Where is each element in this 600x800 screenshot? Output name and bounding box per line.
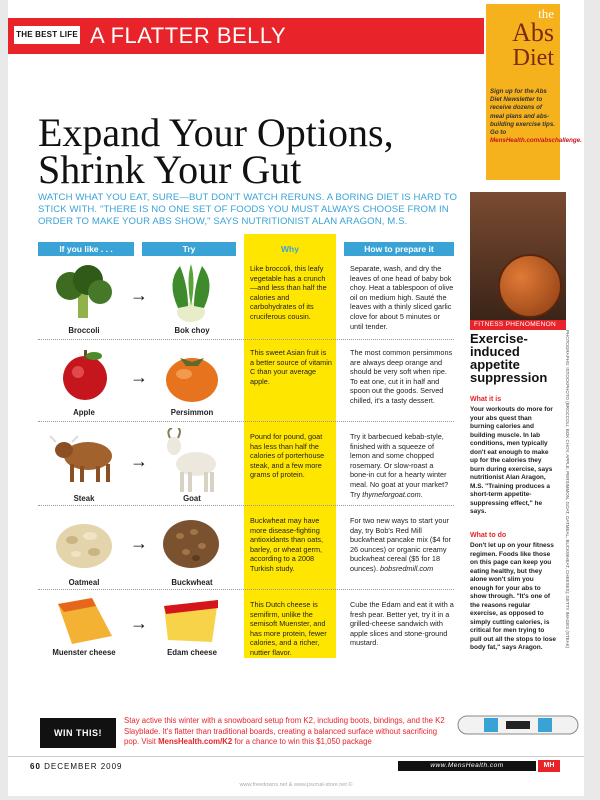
food-label-try: Goat [183,494,201,503]
footer-url[interactable]: www.MensHealth.com [398,761,536,771]
persimmon-image [162,348,222,404]
photo-credits: PHOTOGRAPHS: ISTOCKPHOTO (BROCCOLI, BOK CHOY, APPLE, PERSIMMON, GOAT, OATMEAL, BUCKWHEAT, CHEESES); GETTY IMAGES (STEAK) [565,330,570,649]
why-text: Buckwheat may have more disease-fighting antioxidants than oats, barley, or wheat germ, according to a 2008 Turkish study. [250,516,324,573]
newsletter-signup: Sign up for the Abs Diet Newsletter to receive dozens of meal plans and abs-building exercise tips. Go to MensHealth.com/abschallenge. [486,84,560,180]
deck-text: WATCH WHAT YOU EAT, SURE—BUT DON'T WATCH RERUNS. A BORING DIET IS HARD TO STICK WITH. "THERE IS NO ONE SET OF FOODS YOU MUST ALWAYS CHOOSE FROM IN ORDER TO MAKE YOUR ABS SHOW," SAYS NUTRITIONIST ALAN ARAGON, M.S. [38,192,458,227]
food-label-like: Apple [73,408,95,417]
section-title: A FLATTER BELLY [90,23,287,48]
edam-cheese-image [160,596,222,648]
what-it-is-label: What it is [470,396,502,403]
win-this-box: WIN THIS! [40,718,116,748]
food-label-try: Bok choy [174,326,210,335]
footer-divider [8,756,584,757]
why-text: Pound for pound, goat has less than half the calories of porterhouse steak, and a few more grams of protein. [250,432,325,480]
column-header-like: If you like . . . [38,242,134,256]
goat-image [158,428,224,494]
thymeforgoat-link[interactable]: thymeforgoat.com. [362,489,423,499]
what-to-do-label: What to do [470,532,507,539]
column-header-how: How to prepare it [344,242,454,256]
column-header-why: Why [244,242,336,256]
food-label-like: Oatmeal [68,578,100,587]
page-folio: 60 DECEMBER 2009 [30,762,123,771]
sidebar [470,192,566,752]
headline: Expand Your Options, Shrink Your Gut [38,110,394,192]
arrow-right-icon: → [130,367,148,387]
how-text: The most common persimmons are always deep orange and should be very soft when ripe. To eat one, cut it in half and spoon out the goods. Served chilled, it's a tasty dessert. [350,348,453,405]
arrow-right-icon: → [130,533,148,553]
basketball-icon [498,254,562,318]
athlete-photo [470,192,566,320]
k2-link[interactable]: MensHealth.com/K2 [158,737,233,746]
mh-logo: MH [538,760,560,772]
apple-image [56,346,114,402]
column-header-try: Try [142,242,236,256]
food-label-like: Steak [73,494,95,503]
steer-image [48,430,120,486]
food-label-like: Broccoli [68,326,100,335]
magazine-page [8,0,584,796]
how-text: Cube the Edam and eat it with a fresh pear. Better yet, try it in a grilled-cheese sandwich with apple slices and stone-ground mustard. [350,600,454,648]
why-text: Like broccoli, this leafy vegetable has a crunch—and less than half the calories and carbohydrates of its cruciferous cousin. [250,264,327,321]
broccoli-image [48,264,118,320]
food-label-try: Buckwheat [171,578,213,587]
how-text: For two new ways to start your day, try Bob's Red Mill buckwheat pancake mix ($4 for 26 ounces) or organic creamy buckwheat cereal ($5 for 18 ounces). bobsredmill.com [350,516,451,573]
signup-link[interactable]: MensHealth.com/abschallenge. [490,137,582,145]
bok-choy-image [158,262,224,324]
sidebar-title: Exercise-induced appetite suppression [470,331,548,385]
watermark: www.freedowns.net & www.journal-store.net © [239,782,353,788]
what-to-do-text: Don't let up on your fitness regimen. Foods like those on this page can keep you eating healthy, but they alone won't slim you enough for your abs to show through. "It's one of the reasons regular exercise, as opposed to simply cutting calories, is critical for men trying to pull out all the stops to lose body fat," says Aragon. [470,542,556,651]
oatmeal-image [52,512,116,572]
abs-diet-logo: the Abs Diet [486,4,560,84]
why-text: This Dutch cheese is semifirm, unlike the semisoft Muenster, and has more protein, fewer calories, and a richer, nuttier flavor. [250,600,327,657]
food-label-try: Persimmon [170,408,214,417]
sidebar-kicker: FITNESS PHENOMENON [470,320,566,330]
promo-text: Stay active this winter with a snowboard setup from K2, including boots, bindings, and the K2 Slayblade. It's flatter than traditional boards, creating a balanced surface without sacrificing pop. Visit MensHealth.com/K2 for a chance to win this $1,050 package [124,716,445,746]
section-badge: THE BEST LIFE [14,26,80,44]
arrow-right-icon: → [130,451,148,471]
arrow-right-icon: → [130,613,148,633]
bobsredmill-link[interactable]: bobsredmill.com [380,563,434,573]
what-it-is-text: Your workouts do more for your abs quest than burning calories and building muscle. In lab conditions, men typically don't eat enough to make up for the calories they burn during exercise, says nutritionist Alan Aragon, M.S. "Training produces a short-term appetite-suppressing effect," he says. [470,406,553,515]
snowboard-image [454,708,582,742]
how-text: Separate, wash, and dry the leaves of one head of baby bok choy. Heat a tablespoon of olive oil on medium high. Sauté the leaves with a thinly sliced garlic clove for about 5 minutes or until tender. [350,264,454,331]
how-text: Try it barbecued kebab-style, finished with a squeeze of lemon and some chopped rosemary. Or slow-roast a bone-in cut for a hearty winter meal. No goat at your market? Try thymeforgoat.com. [350,432,449,499]
muenster-cheese-image [52,596,118,646]
arrow-right-icon: → [130,285,148,305]
food-label-like: Muenster cheese [52,648,116,657]
why-text: This sweet Asian fruit is a better source of vitamin C than your average apple. [250,348,332,386]
buckwheat-image [160,512,222,572]
food-label-try: Edam cheese [167,648,217,657]
